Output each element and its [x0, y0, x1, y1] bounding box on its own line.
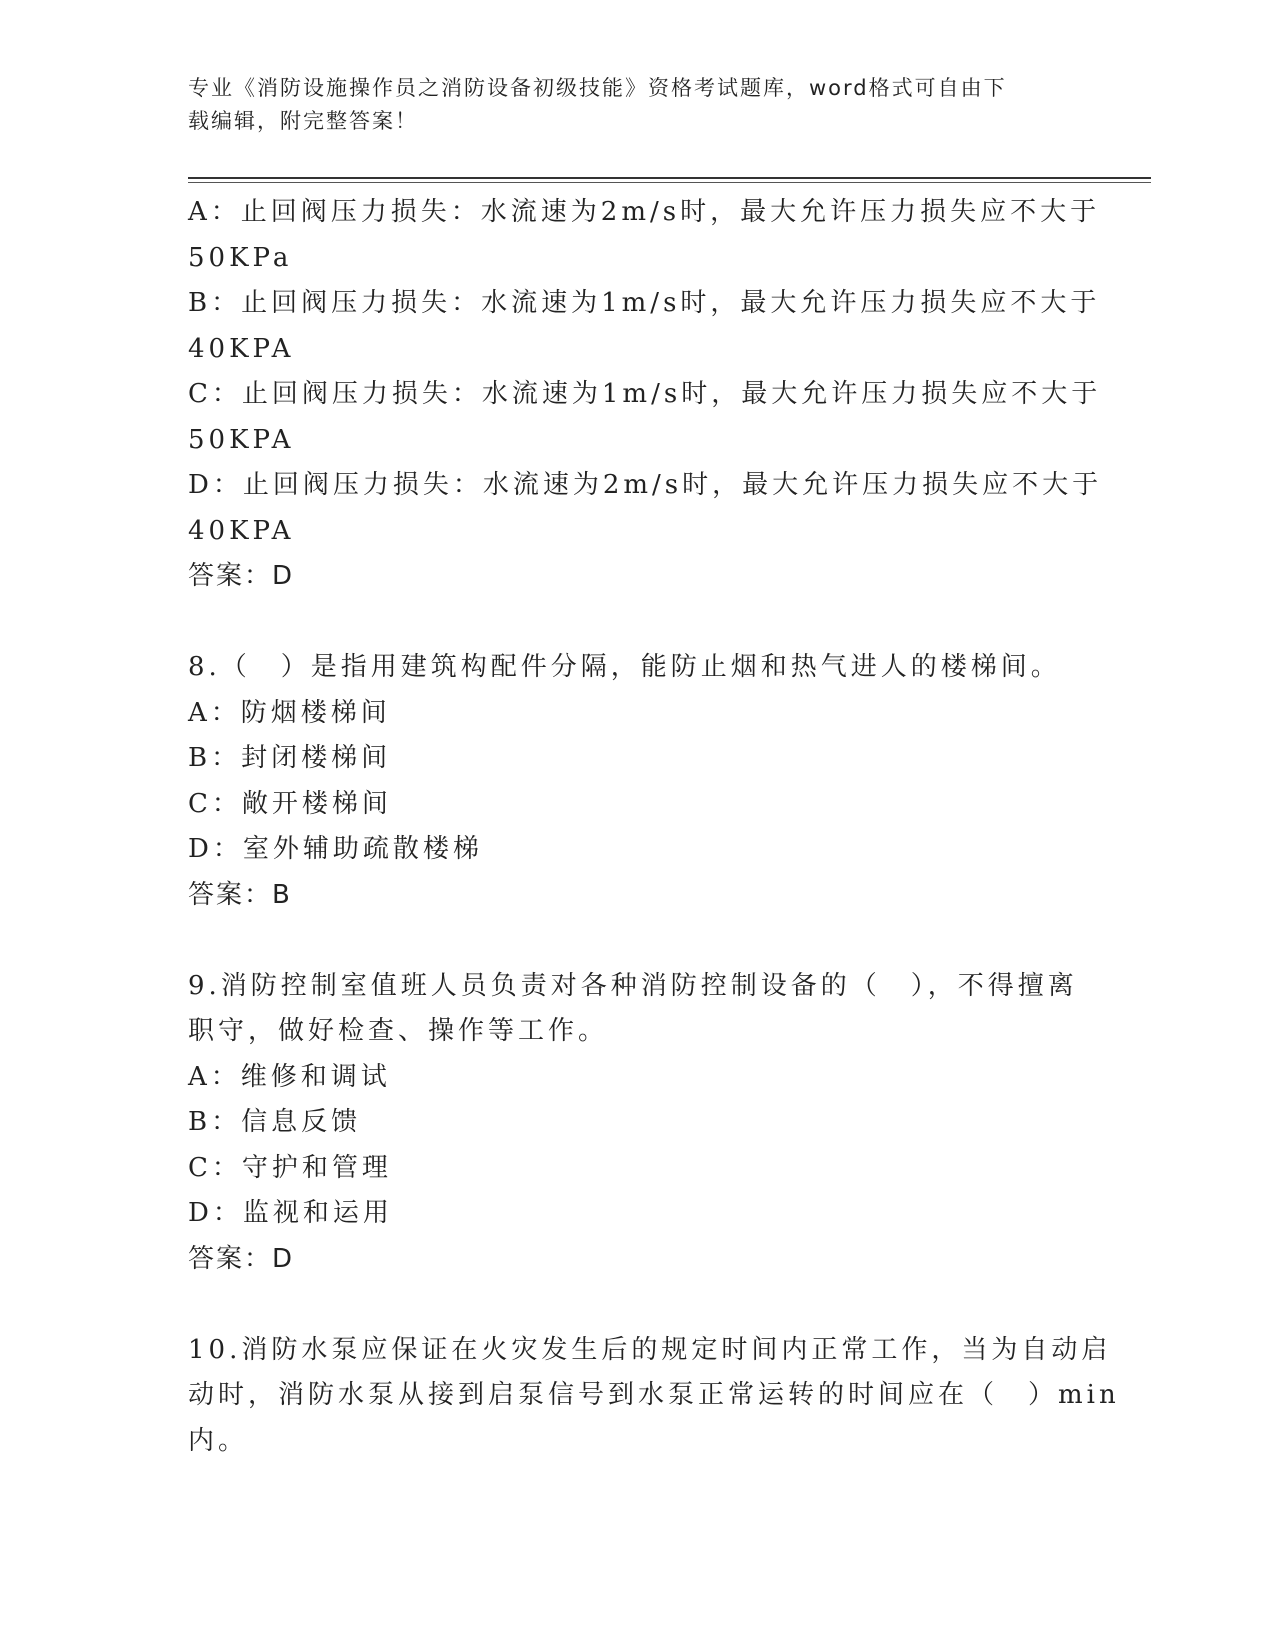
question-8-option-a: A：防烟楼梯间	[188, 697, 391, 728]
question-9-option-a: A：维修和调试	[188, 1061, 391, 1092]
question-8-option-c: C：敞开楼梯间	[188, 788, 392, 819]
question-9-answer: 答案：D	[188, 1243, 295, 1274]
question-9	[188, 964, 1088, 1283]
document-header	[188, 72, 1068, 138]
header-divider-thick	[188, 177, 1151, 179]
question-9-option-c: C：守护和管理	[188, 1152, 392, 1183]
spacer	[188, 918, 1088, 964]
option-c-line-2: 50KPA	[188, 424, 295, 455]
spacer	[188, 1282, 1088, 1328]
question-8-option-b: B：封闭楼梯间	[188, 743, 392, 773]
question-10-text-line-3: 内。	[188, 1425, 249, 1456]
question-8	[188, 645, 1088, 918]
question-10-text-line-1: 10.消防水泵应保证在火灾发生后的规定时间内正常工作，当为自动启	[188, 1334, 1112, 1365]
question-10-text-line-2: 动时，消防水泵从接到启泵信号到水泵正常运转的时间应在（ ）min	[188, 1380, 1120, 1410]
question-8-text: 8.（ ）是指用建筑构配件分隔，能防止烟和热气进人的楼梯间。	[188, 652, 1061, 682]
option-b-line-1: B：止回阀压力损失：水流速为1m/s时，最大允许压力损失应不大于	[188, 288, 1101, 318]
question-9-option-d: D：监视和运用	[188, 1198, 393, 1228]
question-7-answer: 答案：D	[188, 561, 295, 591]
option-b-line-2: 40KPA	[188, 333, 295, 364]
option-a-line-1: A：止回阀压力损失：水流速为2m/s时，最大允许压力损失应不大于	[188, 197, 1101, 227]
question-10	[188, 1328, 1120, 1465]
option-d-line-1: D：止回阀压力损失：水流速为2m/s时，最大允许压力损失应不大于	[188, 470, 1103, 500]
option-c-line-1: C：止回阀压力损失：水流速为1m/s时，最大允许压力损失应不大于	[188, 379, 1102, 409]
header-divider-thin	[188, 182, 1151, 183]
option-d-line-2: 40KPA	[188, 515, 295, 546]
header-line-2: 载编辑，附完整答案！	[188, 109, 418, 133]
document-body	[188, 190, 1120, 1464]
question-7-options	[188, 190, 1103, 600]
question-8-answer: 答案：B	[188, 879, 292, 910]
question-8-option-d: D：室外辅助疏散楼梯	[188, 834, 483, 864]
question-9-text-line-1: 9.消防控制室值班人员负责对各种消防控制设备的（ ），不得擅离	[188, 970, 1078, 1001]
question-9-option-b: B：信息反馈	[188, 1107, 362, 1137]
spacer	[188, 600, 1088, 646]
header-line-1: 专业《消防设施操作员之消防设备初级技能》资格考试题库，word格式可自由下	[188, 76, 1007, 100]
option-a-line-2: 50KPa	[188, 242, 293, 273]
question-9-text-line-2: 职守，做好检查、操作等工作。	[188, 1016, 609, 1046]
